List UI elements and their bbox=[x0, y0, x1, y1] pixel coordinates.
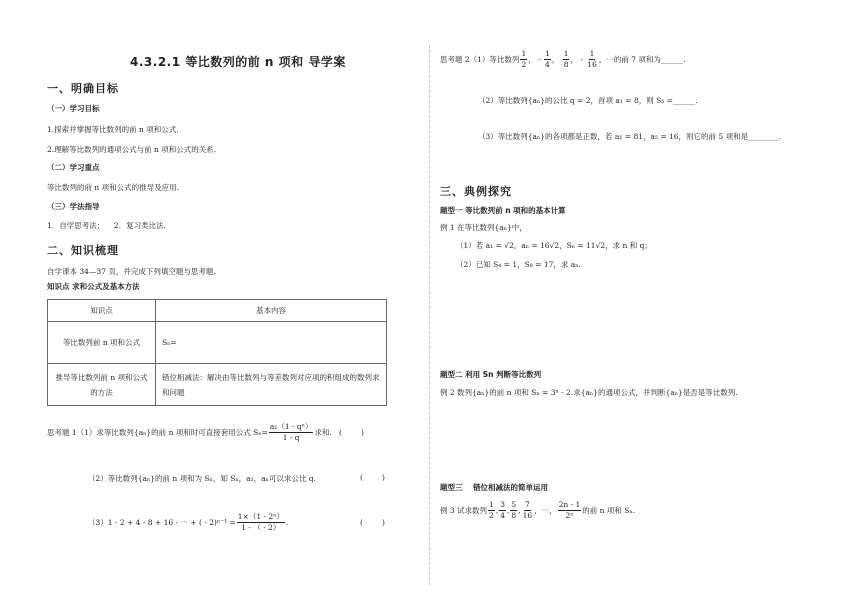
example-2: 例 2 数列{aₙ}的前 n 项和 Sₙ = 3ⁿ - 2.求{aₙ}的通项公式，并判断{aₙ}是否是等比数列. bbox=[440, 388, 738, 397]
fraction-denominator: 2ⁿ bbox=[565, 511, 574, 520]
instruction-text: 自学课本 34—37 页，并完成下列填空题与思考题. bbox=[47, 267, 216, 276]
term-fraction bbox=[586, 49, 598, 70]
question-text: 例 3 试求数列 bbox=[440, 506, 488, 515]
fraction-denominator: 16 bbox=[522, 511, 533, 520]
answer-paren: ( ) bbox=[360, 518, 385, 527]
question-text: 的前 n 项和 Sₙ. bbox=[582, 506, 636, 515]
fraction-denominator: 1 - （ - 2） bbox=[241, 523, 281, 532]
term-fraction bbox=[488, 500, 495, 521]
goal-item: 1.探索并掌握等比数列的前 n 项和公式. bbox=[47, 125, 179, 134]
question-text: 思考题 1（1）求等比数列{aₙ}的前 n 项和时可直接套用公式 Sₙ= bbox=[47, 428, 268, 437]
series-sum-fraction bbox=[237, 512, 285, 533]
fraction-numerator: 2n - 1 bbox=[558, 500, 581, 509]
thinking-question-2-part-3: （3）等比数列{aₙ}的各项都是正数，若 a₁ = 81，a₅ = 16，则它的前 5 项和是________. bbox=[478, 132, 781, 141]
problem-type-heading: 题型二 利用 Sn 判断等比数列 bbox=[440, 370, 542, 379]
term-fraction bbox=[520, 49, 527, 70]
method-text: 1．自学思考法； 2．复习类比法. bbox=[47, 221, 166, 230]
thinking-question-2-part-1: 思考题 2（1）等比数列 $\frac{1}{2}$ ， - $\frac{1}{4}$ ， $\frac{1}{8}$ ， - $\frac{1}{16}$ ，⋯的前 7 项和为______. bbox=[440, 49, 686, 69]
fraction-numerator: 1 bbox=[545, 49, 550, 58]
term-fraction bbox=[522, 500, 534, 521]
thinking-question-2-part-2: （2）等比数列{aₙ}的公比 q = 2，首项 a₁ = 8，则 S₅ =______. bbox=[478, 96, 698, 105]
problem-type-heading: 题型三 错位相减法的简单运用 bbox=[440, 483, 548, 492]
example-3: 例 3 试求数列 $\frac{1}{2}$ , $\frac{3}{4}$ , $\frac{5}{8}$ , $\frac{7}{16}$ ，⋯， $\frac{2n - 1}{\text{2ⁿ}}$ 的前 n 项和 Sₙ. bbox=[440, 500, 636, 520]
problem-type-heading: 题型一 等比数列前 n 项和的基本计算 bbox=[440, 206, 566, 215]
question-text: （3）1 - 2 + 4 - 8 + 16 - ⋯ + ( - 2)ⁿ⁻¹ = bbox=[88, 518, 236, 527]
question-text: ，⋯的前 7 项和为______. bbox=[598, 55, 686, 64]
thinking-question-2: （2）等比数列{aₙ}的前 n 项和为 Sₙ，知 Sₙ，a₁，aₙ可以求公比 q. bbox=[88, 474, 316, 483]
fraction-denominator: 8 bbox=[563, 60, 569, 69]
fraction-numerator: 1 bbox=[563, 49, 569, 58]
page-title: 4.3.2.1 等比数列的前 n 项和 导学案 bbox=[130, 55, 346, 69]
fraction-numerator: 5 bbox=[511, 500, 517, 509]
term-fraction bbox=[499, 500, 506, 521]
fraction-denominator: 16 bbox=[587, 60, 597, 69]
column-divider bbox=[429, 45, 430, 585]
example-1: 例 1 在等比数列{aₙ}中， bbox=[440, 223, 527, 232]
section-heading-examples: 三、典例探究 bbox=[440, 185, 512, 198]
thinking-question-3 bbox=[88, 512, 288, 533]
fraction-denominator: 4 bbox=[500, 511, 505, 520]
question-text: 思考题 2（1）等比数列 bbox=[440, 55, 520, 64]
fraction-denominator: 2 bbox=[521, 60, 527, 69]
table-header-cell: 基本内容 bbox=[156, 300, 387, 322]
sum-formula-fraction bbox=[269, 422, 314, 443]
example-1-part-1: （1）若 a₁ = √2，aₙ = 16√2，Sₙ = 11√2，求 n 和 q； bbox=[456, 241, 652, 250]
table-cell: 推导等比数列前 n 项和公式的方法 bbox=[48, 364, 156, 406]
knowledge-table bbox=[47, 299, 387, 406]
fraction-denominator: 2 bbox=[489, 511, 494, 520]
fraction-numerator: 1 bbox=[489, 500, 494, 509]
term-fraction bbox=[563, 49, 570, 70]
fraction-numerator: 1 bbox=[521, 49, 527, 58]
section-heading-goals: 一、明确目标 bbox=[47, 82, 119, 95]
fraction-denominator: 1 - q bbox=[282, 433, 300, 442]
fraction-numerator: a₁（1 - qⁿ） bbox=[269, 422, 313, 431]
general-term-fraction bbox=[558, 500, 582, 521]
table-cell: 错位相减法：解决由等比数列与等差数列对应项的积组成的数列求和问题 bbox=[156, 364, 387, 406]
table-header-cell: 知识点 bbox=[48, 300, 156, 322]
table-header-row bbox=[48, 300, 387, 322]
answer-paren: ( ) bbox=[360, 473, 385, 482]
fraction-denominator: 8 bbox=[511, 511, 517, 520]
fraction-numerator: 1×（1 - 2ⁿ） bbox=[237, 512, 284, 521]
table-row bbox=[48, 322, 387, 364]
fraction-numerator: 7 bbox=[524, 500, 530, 509]
table-row bbox=[48, 364, 387, 406]
example-1-part-2: （2）已知 S₄ = 1，S₈ = 17，求 aₙ. bbox=[456, 260, 581, 269]
term-fraction bbox=[544, 49, 551, 70]
table-cell: 等比数列前 n 项和公式 bbox=[48, 322, 156, 364]
goal-item: 2.理解等比数列的通项公式与前 n 项和公式的关系. bbox=[47, 145, 217, 154]
fraction-denominator: 4 bbox=[545, 60, 550, 69]
table-cell: Sₙ= bbox=[156, 322, 387, 364]
term-fraction bbox=[510, 500, 517, 521]
question-text: . bbox=[285, 518, 289, 527]
focus-text: 等比数列的前 n 项和公式的推导及应用. bbox=[47, 183, 179, 192]
subheading-focus: （二）学习重点 bbox=[47, 163, 100, 172]
fraction-numerator: 1 bbox=[589, 49, 595, 58]
thinking-question-1 bbox=[47, 422, 364, 443]
subheading-method: （三）学法指导 bbox=[47, 202, 100, 211]
fraction-numerator: 3 bbox=[500, 500, 505, 509]
question-text: 求和. ( ) bbox=[314, 428, 364, 437]
subheading-objectives: （一）学习目标 bbox=[47, 104, 100, 113]
question-text: ，⋯， bbox=[534, 506, 557, 515]
knowledge-point-heading: 知识点 求和公式及基本方法 bbox=[47, 282, 140, 291]
section-heading-knowledge: 二、知识梳理 bbox=[47, 244, 119, 257]
